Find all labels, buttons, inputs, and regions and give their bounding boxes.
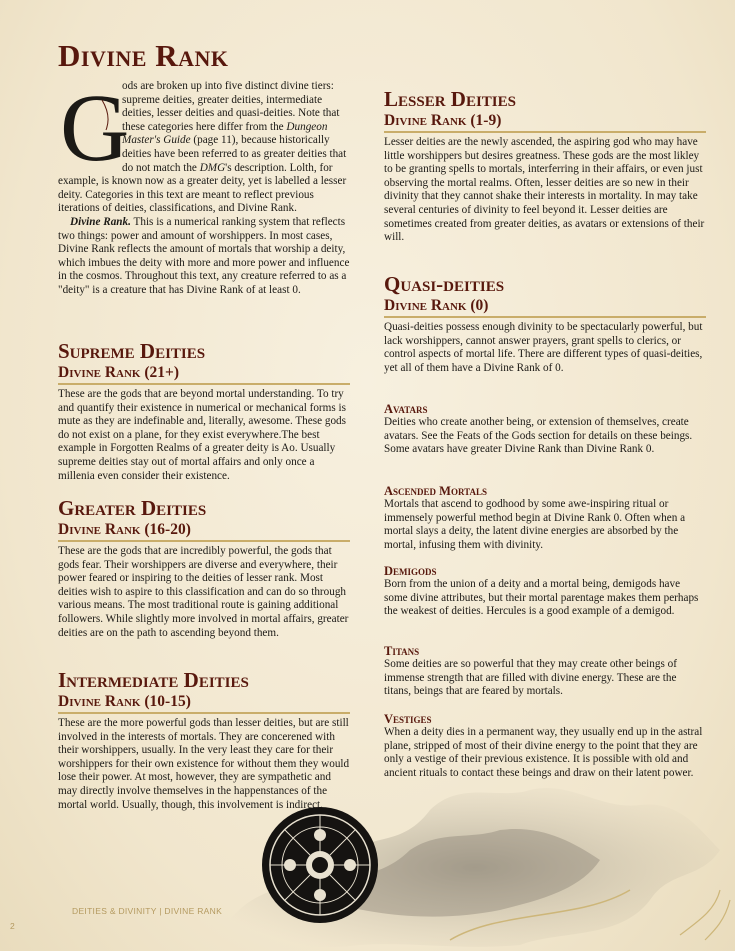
lesser-rank: Divine Rank (1-9)	[384, 111, 706, 133]
avatars-section	[384, 402, 706, 457]
sigil-icon	[262, 807, 378, 923]
demigods-text: Born from the union of a deity and a mortal being, demigods have some divine attributes, but their mortal parentage makes them perhaps the weakest of deities. Hercules is a good example of a demigod.	[384, 578, 699, 618]
vestiges-heading: Vestiges	[384, 712, 432, 726]
svg-text:G: G	[60, 74, 130, 181]
intermediate-section	[58, 668, 350, 812]
greater-text: These are the gods that are incredibly powerful, the gods that gods fear. Their worshippers are diverse and everywhere, their power feared or inspiring to the deities of lesser rank. Most deities wish to aspire to this classification and can do so through various means. The most traditional route is gaining additional followers. While slightly more involved in mortal affairs, greater deities are on the path to ascending beyond them.	[58, 545, 349, 639]
avatars-heading: Avatars	[384, 402, 428, 416]
titans-text: Some deities are so powerful that they may create other beings of immense strength that are filled with divine energy. These are the titans, beings that are feared by mortals.	[384, 658, 677, 698]
greater-heading: Greater Deities	[58, 496, 207, 520]
ascended-section	[384, 484, 706, 552]
supreme-rank: Divine Rank (21+)	[58, 363, 350, 385]
dropcap-letter	[58, 74, 130, 181]
ascended-heading: Ascended Mortals	[384, 484, 487, 498]
demigods-heading: Demigods	[384, 564, 437, 578]
quasi-heading: Quasi-deities	[384, 272, 505, 296]
intermediate-heading: Intermediate Deities	[58, 668, 249, 692]
demigods-section	[384, 564, 706, 619]
lesser-heading: Lesser Deities	[384, 87, 516, 111]
lesser-text: Lesser deities are the newly ascended, the aspiring god who may have little worshippers but desires greatness. These gods are the most likley to be granting spells to mortals, interferring in their affairs, or even just observing the mortal realms. Often, lesser deities are so new in their divinity that they cannot shake their interests in mortality. In may take several centuries of divinity to feel beyond it. Lesser deities are sometimes created from greater deities, as avatars or extensions of their will.	[384, 136, 705, 244]
ascended-text: Mortals that ascend to godhood by some awe-inspiring ritual or immensely powerful method begin at Divine Rank 0. Often when a mortal slays a deity, the latent divine energies are absorbed by the mortal, infusing them with divinity.	[384, 498, 686, 551]
greater-section	[58, 496, 350, 640]
vestiges-text: When a deity dies in a permanent way, they usually end up in the astral plane, stripped of most of their divine energy to the point that they are only a vestige of their previous existence. It is possible with old and ancient rituals to contact these beings and draw on their latent power.	[384, 726, 703, 779]
intro-paragraph: ods are broken up into five distinct divine tiers: supreme deities, greater deities, intermediate deities, lesser deities and quasi-deities. Note that these categories here differ from the Dungeon Master's Guide (page 11), because historically deities have been referred to as greater deities that do not match the DMG's description. Lolth, for example, is known now as a greater deity, yet is labelled a lesser deity. Categories in this text are meant to reflect previous iterations of deities, classifications, and Divine Rank.	[58, 80, 347, 215]
greater-rank: Divine Rank (16-20)	[58, 520, 350, 542]
titans-section	[384, 644, 706, 699]
titans-heading: Titans	[384, 644, 420, 658]
quasi-text: Quasi-deities possess enough divinity to be spectacularly powerful, but lack worshippers, cannot answer prayers, grant spells to clerics, or control aspects of mortal life. There are different types of quasi-deities, yet all of them have a Divine Rank of 0.	[384, 321, 703, 374]
avatars-text: Deities who create another being, or extension of themselves, create avatars. See the Feats of the Gods section for details on these beings. Some avatars have greater Divine Rank than Divine Rank 0.	[384, 416, 693, 456]
supreme-heading: Supreme Deities	[58, 339, 206, 363]
intermediate-text: These are the more powerful gods than lesser deities, but are still involved in the interests of mortals. They are concerened with their worshippers, usually. In the very least they care for their worshippers for their own existence for without them they would lose their power. At most, however, they are sympathetic and may directly involve themselves in the happenstances of the mortal world. Usually, though, this involvement is indirect.	[58, 717, 350, 811]
quasi-rank: Divine Rank (0)	[384, 296, 706, 318]
supreme-section	[58, 339, 350, 483]
lesser-section	[384, 87, 706, 245]
supreme-text: These are the gods that are beyond mortal understanding. To try and quantify their existence in numerical or mechanical forms is mute as they are indefinable and, literally, awesome. These gods do not exist on a plane, for they exist everywhere.The best example in Forgotten Realms of a greater deity is Ao. Usually supreme deities stay out of mortal affairs and only once a millenia even consider their existence.	[58, 388, 346, 482]
quasi-section	[384, 272, 706, 375]
intermediate-rank: Divine Rank (10-15)	[58, 692, 350, 714]
divine-rank-paragraph: Divine Rank. This is a numerical ranking system that reflects two things: power and amount of worshippers. In most cases, Divine Rank reflects the amount of mortals that worship a deity, which imbues the deity with more and more power and influence in the cosmos. Throughout this text, any creature referred to as a "deity" is a creature that has Divine Rank of at least 0.	[58, 215, 350, 296]
intro-section	[58, 74, 350, 298]
vestiges-section	[384, 712, 706, 780]
page-number: 2	[10, 921, 15, 931]
page-title: Divine Rank	[58, 38, 229, 73]
page-footer: DEITIES & DIVINITY | DIVINE RANK	[72, 906, 223, 916]
